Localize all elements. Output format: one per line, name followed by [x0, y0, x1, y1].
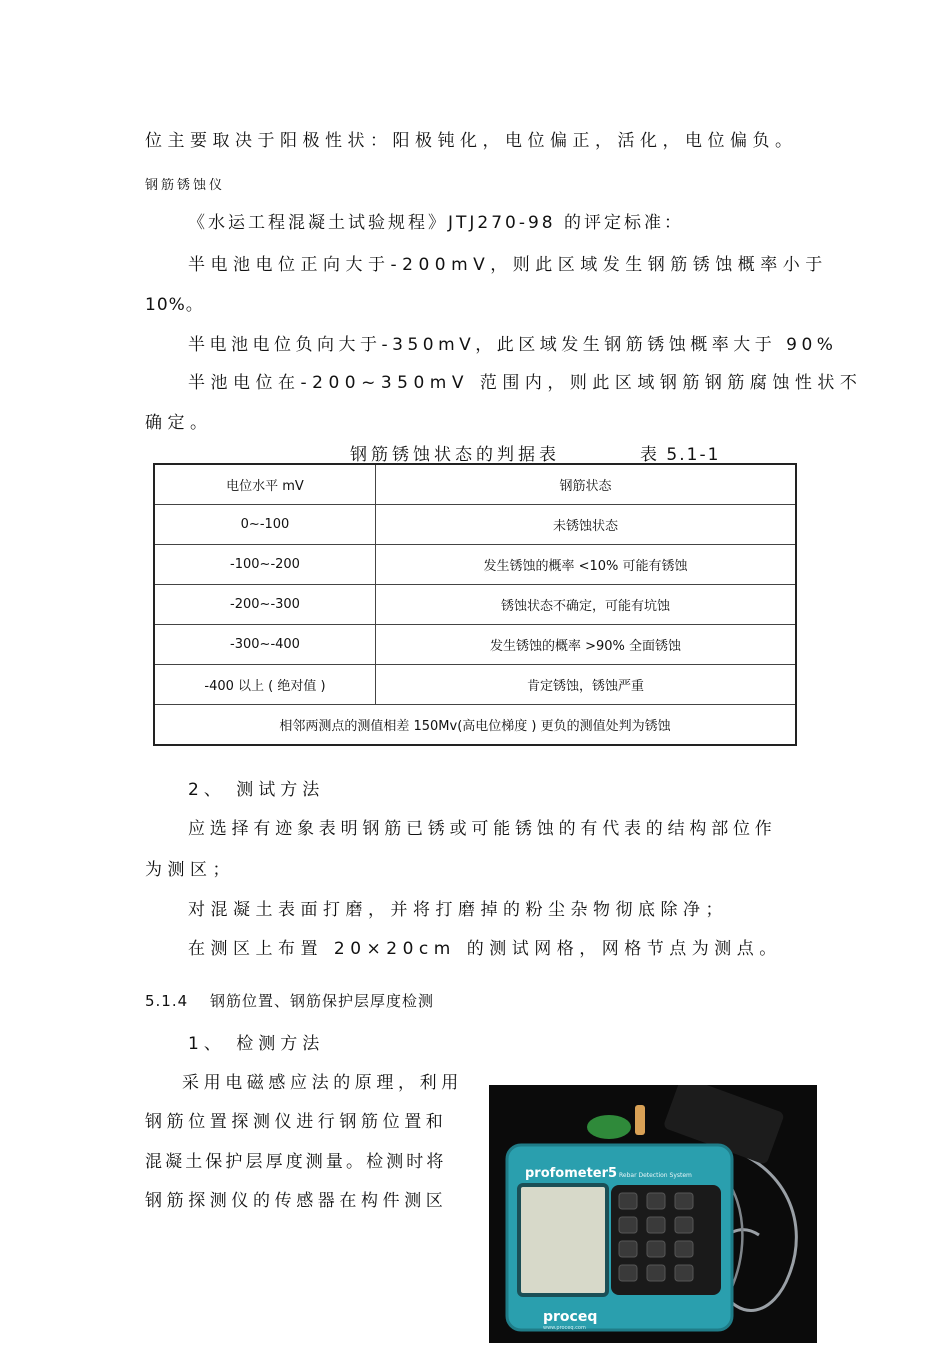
device-brand: profometer5 — [525, 1166, 618, 1181]
paragraph-positive-potential-cont: 10%。 — [145, 295, 204, 315]
table-cell: 发生锈蚀的概率 >90% 全面锈蚀 — [376, 625, 797, 665]
paragraph-anode-state: 位主要取决于阳极性状：阳极钝化，电位偏正，活化，电位偏负。 — [145, 131, 798, 151]
detect-line-3: 混凝土保护层厚度测量。检测时将 — [145, 1152, 447, 1172]
table-row — [154, 625, 796, 665]
table-cell: 肯定锈蚀，锈蚀严重 — [376, 665, 797, 705]
device-photo — [489, 1085, 817, 1343]
paragraph-negative-potential: 半电池电位负向大于-350mV，此区域发生钢筋锈蚀概率大于 90% — [188, 335, 838, 355]
method-heading: 2、 测试方法 — [188, 780, 325, 800]
table-header-cell: 电位水平 mV — [154, 464, 376, 505]
table-cell: 发生锈蚀的概率 <10% 可能有锈蚀 — [376, 545, 797, 585]
detect-heading: 1、 检测方法 — [188, 1034, 325, 1054]
method-line-3: 在测区上布置 20×20cm 的测试网格，网格节点为测点。 — [188, 939, 782, 959]
device-system-label: Rebar Detection System — [619, 1172, 692, 1179]
table-cell: -400 以上 ( 绝对值 ) — [154, 665, 376, 705]
table-cell: -300~-400 — [154, 625, 376, 665]
table-caption — [350, 440, 721, 465]
table-cell: 0~-100 — [154, 505, 376, 545]
table-header-row — [154, 464, 796, 505]
detect-line-4: 钢筋探测仪的传感器在构件测区 — [145, 1191, 448, 1211]
section-title: 钢筋位置、钢筋保护层厚度检测 — [209, 992, 434, 1010]
paragraph-standard: 《水运工程混凝土试验规程》JTJ270-98 的评定标准： — [188, 213, 685, 233]
device-web: www.proceq.com — [543, 1325, 586, 1331]
paragraph-range-cont: 确定。 — [145, 413, 213, 433]
table-footer-cell: 相邻两测点的测值相差 150Mv(高电位梯度 ) 更负的测值处判为锈蚀 — [154, 705, 796, 746]
table-footer-row — [154, 705, 796, 746]
corrosion-criteria-table — [153, 463, 797, 746]
table-cell: 未锈蚀状态 — [376, 505, 797, 545]
table-cell: -100~-200 — [154, 545, 376, 585]
method-line-2: 对混凝土表面打磨，并将打磨掉的粉尘杂物彻底除净； — [188, 900, 728, 920]
table-cell: 锈蚀状态不确定，可能有坑蚀 — [376, 585, 797, 625]
detect-line-2: 钢筋位置探测仪进行钢筋位置和 — [145, 1112, 448, 1132]
table-header-cell: 钢筋状态 — [376, 464, 797, 505]
table-cell: -200~-300 — [154, 585, 376, 625]
method-line-1-cont: 为测区； — [145, 860, 235, 880]
table-caption-title: 钢筋锈蚀状态的判据表 — [350, 445, 560, 465]
method-line-1: 应选择有迹象表明钢筋已锈或可能锈蚀的有代表的结构部位作 — [188, 819, 777, 839]
section-heading — [145, 990, 434, 1011]
table-number: 表 5.1-1 — [640, 445, 721, 465]
table-row — [154, 505, 796, 545]
table-row — [154, 585, 796, 625]
paragraph-range: 半池电位在-200~350mV 范围内，则此区域钢筋钢筋腐蚀性状不 — [188, 373, 863, 393]
profometer-device-illustration — [489, 1085, 817, 1343]
paragraph-corrosion-meter: 钢筋锈蚀仪 — [145, 178, 226, 193]
section-number: 5.1.4 — [145, 992, 189, 1010]
device-maker: proceq — [543, 1309, 598, 1325]
table-row — [154, 665, 796, 705]
paragraph-positive-potential: 半电池电位正向大于-200mV，则此区域发生钢筋锈蚀概率小于 — [188, 255, 828, 275]
detect-line-1: 采用电磁感应法的原理，利用 — [182, 1073, 463, 1093]
table-row — [154, 545, 796, 585]
